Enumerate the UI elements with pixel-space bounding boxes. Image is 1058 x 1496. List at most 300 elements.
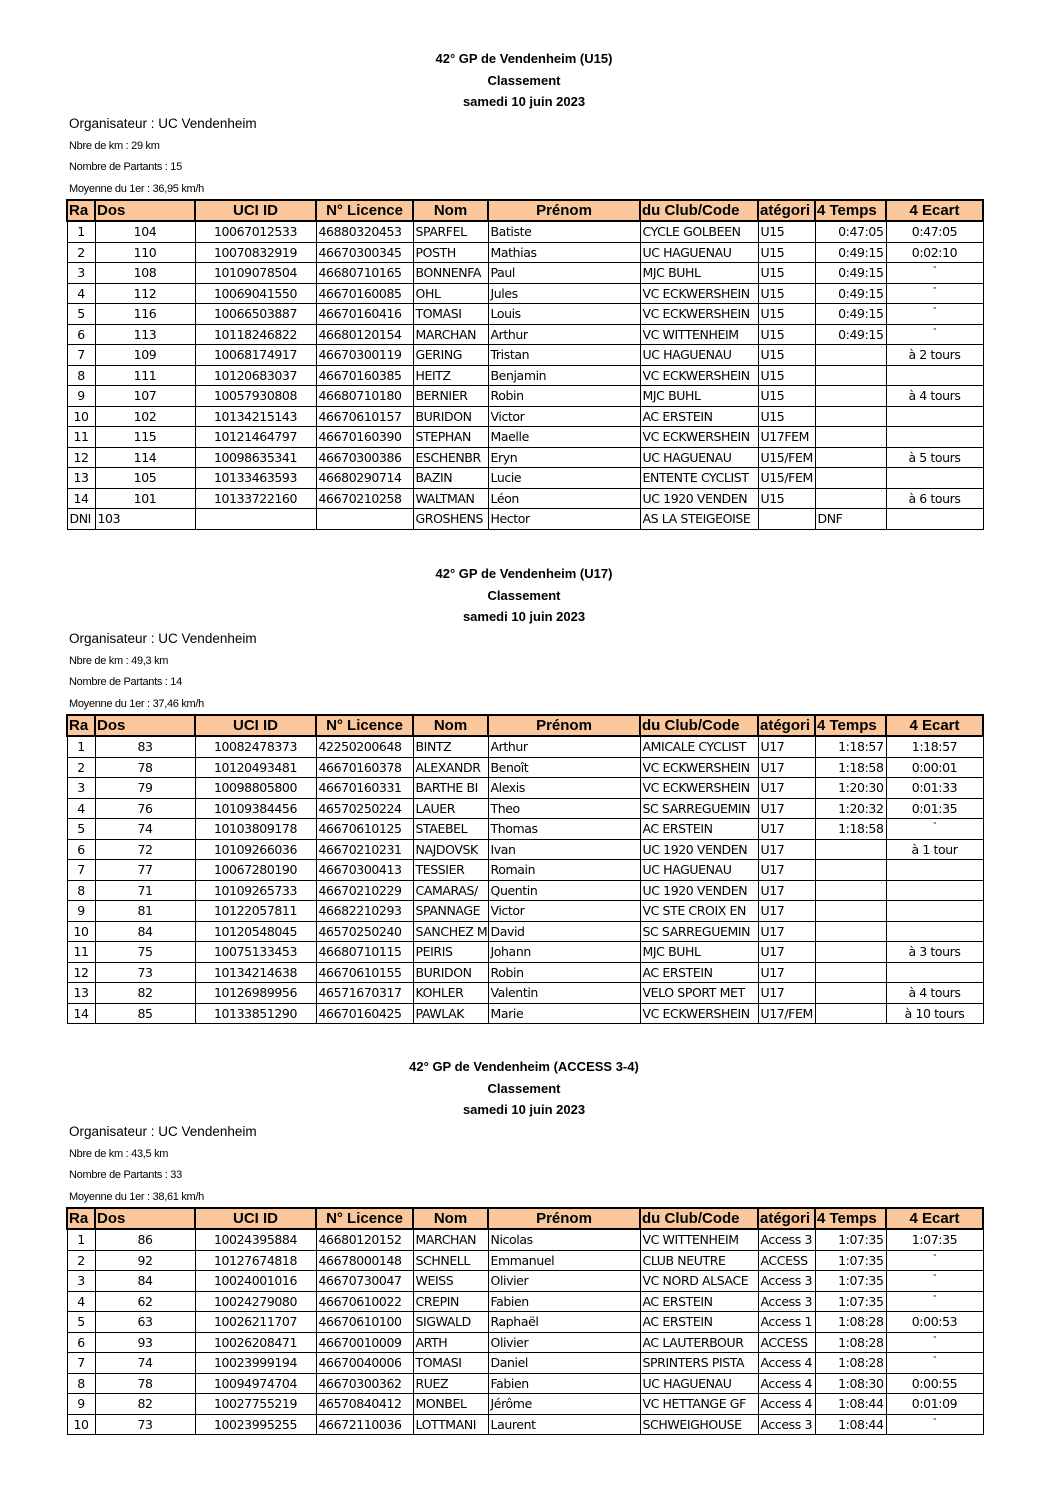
race-title: 42° GP de Vendenheim (U15) [435, 51, 613, 66]
cell-rank: 7 [67, 860, 95, 881]
cell-temps: 1:18:58 [815, 757, 886, 778]
cell-cat: U17 [758, 983, 815, 1004]
column-header-temps: 4 Temps [815, 715, 886, 736]
cell-ecart: 0:47:05 [886, 221, 983, 242]
cell-prenom: Olivier [488, 1332, 640, 1353]
table-row [67, 962, 983, 983]
race-section [66, 1056, 982, 1435]
table-row [67, 921, 983, 942]
cell-club: UC HAGUENAU [640, 447, 758, 468]
cell-prenom: Quentin [488, 880, 640, 901]
cell-temps [815, 983, 886, 1004]
cell-licence: 42250200648 [316, 736, 413, 757]
cell-nom: BAZIN [413, 468, 488, 489]
table-row [67, 324, 983, 345]
cell-prenom: Marie [488, 1003, 640, 1024]
cell-uci: 10098635341 [195, 447, 316, 468]
cell-nom: HEITZ [413, 365, 488, 386]
cell-club: UC 1920 VENDEN [640, 880, 758, 901]
cell-nom: POSTH [413, 242, 488, 263]
cell-ecart: 0:01:09 [886, 1394, 983, 1415]
cell-cat: ACCESS [758, 1332, 815, 1353]
cell-prenom: Eryn [488, 447, 640, 468]
column-header-nom: Nom [413, 715, 488, 736]
column-header-dos: Dos [95, 715, 195, 736]
cell-uci: 10098805800 [195, 778, 316, 799]
cell-rank: 3 [67, 263, 95, 284]
cell-club: AC ERSTEIN [640, 406, 758, 427]
classement-label: Classement [487, 587, 561, 603]
cell-temps [815, 860, 886, 881]
cell-club: SCHWEIGHOUSE [640, 1414, 758, 1435]
starters-count: Nombre de Partants : 14 [69, 676, 182, 688]
cell-cat: Access 4 [758, 1353, 815, 1374]
cell-temps: 1:07:35 [815, 1250, 886, 1271]
cell-cat: U17 [758, 819, 815, 840]
winner-average-speed: Moyenne du 1er : 37,46 km/h [69, 697, 204, 710]
cell-ecart: à 6 tours [886, 488, 983, 509]
cell-licence: 46670160416 [316, 304, 413, 325]
cell-prenom: Laurent [488, 1414, 640, 1435]
cell-temps: 0:47:05 [815, 221, 886, 242]
cell-rank: 1 [67, 221, 95, 242]
ditto-mark: '' [932, 1334, 937, 1343]
cell-licence: 46670300413 [316, 860, 413, 881]
ditto-mark: '' [932, 326, 937, 335]
cell-uci: 10024395884 [195, 1229, 316, 1250]
cell-rank: 2 [67, 757, 95, 778]
cell-nom: BERNIER [413, 386, 488, 407]
cell-prenom: Johann [488, 942, 640, 963]
column-header-club: du Club/Code [640, 200, 758, 221]
cell-prenom: Benjamin [488, 365, 640, 386]
cell-cat: U17 [758, 860, 815, 881]
cell-rank: 5 [67, 819, 95, 840]
table-row [67, 1250, 983, 1271]
table-row [67, 798, 983, 819]
cell-nom: BONNENFA [413, 263, 488, 284]
table-header-row [67, 1208, 983, 1229]
race-date: samedi 10 juin 2023 [462, 1102, 586, 1117]
cell-licence: 46571670317 [316, 983, 413, 1004]
cell-licence: 46680120154 [316, 324, 413, 345]
cell-uci: 10109384456 [195, 798, 316, 819]
cell-dos: 101 [95, 488, 195, 509]
cell-nom: STAEBEL [413, 819, 488, 840]
cell-temps [815, 365, 886, 386]
cell-club: VC ECKWERSHEIN [640, 283, 758, 304]
column-header-prenom: Prénom [488, 715, 640, 736]
table-row [67, 880, 983, 901]
cell-licence: 46670160425 [316, 1003, 413, 1024]
cell-rank: 2 [67, 1250, 95, 1271]
section-header [66, 48, 982, 113]
cell-nom: LAUER [413, 798, 488, 819]
cell-dos: 82 [95, 983, 195, 1004]
cell-nom: RUEZ [413, 1373, 488, 1394]
cell-dos: 81 [95, 901, 195, 922]
results-table [66, 1207, 984, 1435]
cell-uci: 10068174917 [195, 345, 316, 366]
cell-uci: 10023995255 [195, 1414, 316, 1435]
cell-uci: 10067280190 [195, 860, 316, 881]
cell-uci: 10120548045 [195, 921, 316, 942]
cell-nom: BARTHE BI [413, 778, 488, 799]
cell-club: UC 1920 VENDEN [640, 488, 758, 509]
cell-ecart [886, 1332, 983, 1353]
cell-dos: 85 [95, 1003, 195, 1024]
cell-ecart [886, 468, 983, 489]
column-header-ecart: 4 Ecart [886, 200, 983, 221]
cell-uci: 10026208471 [195, 1332, 316, 1353]
race-section [66, 48, 982, 530]
cell-prenom: Fabien [488, 1373, 640, 1394]
cell-uci: 10094974704 [195, 1373, 316, 1394]
cell-dos: 113 [95, 324, 195, 345]
cell-ecart: 0:01:35 [886, 798, 983, 819]
table-row [67, 263, 983, 284]
cell-temps [815, 447, 886, 468]
starters-count: Nombre de Partants : 15 [69, 161, 182, 173]
cell-rank: 9 [67, 1394, 95, 1415]
cell-club: AMICALE CYCLIST [640, 736, 758, 757]
cell-nom: TESSIER [413, 860, 488, 881]
cell-prenom: Paul [488, 263, 640, 284]
cell-licence: 46672110036 [316, 1414, 413, 1435]
cell-uci: 10121464797 [195, 427, 316, 448]
cell-temps: 1:07:35 [815, 1271, 886, 1292]
cell-ecart [886, 406, 983, 427]
cell-ecart [886, 819, 983, 840]
cell-temps [815, 880, 886, 901]
classement-label: Classement [487, 1080, 561, 1096]
cell-temps: 1:07:35 [815, 1229, 886, 1250]
cell-temps: 1:18:57 [815, 736, 886, 757]
cell-cat: Access 4 [758, 1394, 815, 1415]
cell-nom: KOHLER [413, 983, 488, 1004]
cell-cat: U15/FEM [758, 447, 815, 468]
cell-cat: Access 3 [758, 1414, 815, 1435]
cell-club: ENTENTE CYCLIST [640, 468, 758, 489]
organisateur: Organisateur : UC Vendenheim [69, 115, 257, 131]
cell-licence: 46670210258 [316, 488, 413, 509]
cell-nom: SPARFEL [413, 221, 488, 242]
table-row [67, 488, 983, 509]
cell-temps: 0:49:15 [815, 263, 886, 284]
cell-nom: OHL [413, 283, 488, 304]
cell-club: VC ECKWERSHEIN [640, 1003, 758, 1024]
cell-ecart: à 4 tours [886, 983, 983, 1004]
cell-nom: TOMASI [413, 304, 488, 325]
cell-licence: 46670160390 [316, 427, 413, 448]
column-header-rank: Ra [67, 715, 95, 736]
cell-ecart [886, 880, 983, 901]
cell-prenom: Victor [488, 406, 640, 427]
cell-ecart: 1:18:57 [886, 736, 983, 757]
cell-rank: 8 [67, 880, 95, 901]
cell-nom: NAJDOVSK [413, 839, 488, 860]
cell-nom: PAWLAK [413, 1003, 488, 1024]
column-header-uci-id: UCI ID [195, 1208, 316, 1229]
cell-club: VC WITTENHEIM [640, 324, 758, 345]
cell-cat: U15 [758, 242, 815, 263]
column-header-club: du Club/Code [640, 1208, 758, 1229]
cell-club: SC SARREGUEMIN [640, 798, 758, 819]
ditto-mark: '' [932, 1293, 937, 1302]
cell-nom: ARTH [413, 1332, 488, 1353]
section-header [66, 563, 982, 628]
cell-club: UC HAGUENAU [640, 1373, 758, 1394]
cell-prenom: Ivan [488, 839, 640, 860]
table-row [67, 365, 983, 386]
cell-nom: WEISS [413, 1271, 488, 1292]
cell-cat: U17 [758, 880, 815, 901]
cell-licence [316, 509, 413, 530]
cell-cat: Access 3 [758, 1271, 815, 1292]
cell-cat: U17/FEM [758, 1003, 815, 1024]
starters-count: Nombre de Partants : 33 [69, 1169, 182, 1181]
cell-temps: 0:49:15 [815, 304, 886, 325]
cell-cat: U17 [758, 901, 815, 922]
cell-dos: 105 [95, 468, 195, 489]
cell-club: MJC BUHL [640, 263, 758, 284]
cell-ecart: 0:00:55 [886, 1373, 983, 1394]
cell-prenom: Hector [488, 509, 640, 530]
cell-cat [758, 509, 815, 530]
cell-uci: 10120683037 [195, 365, 316, 386]
cell-uci: 10023999194 [195, 1353, 316, 1374]
cell-uci: 10133851290 [195, 1003, 316, 1024]
cell-dos: 73 [95, 962, 195, 983]
cell-dos: 63 [95, 1312, 195, 1333]
cell-ecart [886, 263, 983, 284]
table-row [67, 283, 983, 304]
cell-cat: Access 4 [758, 1373, 815, 1394]
table-row [67, 468, 983, 489]
table-row [67, 757, 983, 778]
cell-uci: 10066503887 [195, 304, 316, 325]
cell-dos: 116 [95, 304, 195, 325]
cell-cat: ACCESS [758, 1250, 815, 1271]
cell-club: AC ERSTEIN [640, 1291, 758, 1312]
table-row [67, 1353, 983, 1374]
cell-uci: 10133722160 [195, 488, 316, 509]
cell-dos: 83 [95, 736, 195, 757]
cell-prenom: Olivier [488, 1271, 640, 1292]
cell-nom: WALTMAN [413, 488, 488, 509]
table-row [67, 1229, 983, 1250]
cell-rank: 13 [67, 983, 95, 1004]
cell-cat: U17 [758, 839, 815, 860]
cell-nom: MARCHAN [413, 1229, 488, 1250]
cell-temps: 0:49:15 [815, 283, 886, 304]
table-row [67, 1373, 983, 1394]
cell-temps [815, 386, 886, 407]
cell-uci: 10024279080 [195, 1291, 316, 1312]
cell-ecart: à 10 tours [886, 1003, 983, 1024]
cell-licence: 46670040006 [316, 1353, 413, 1374]
cell-dos: 114 [95, 447, 195, 468]
cell-prenom: Lucie [488, 468, 640, 489]
cell-cat: U17 [758, 798, 815, 819]
ditto-mark: '' [932, 1416, 937, 1425]
cell-club: VC WITTENHEIM [640, 1229, 758, 1250]
cell-club: UC HAGUENAU [640, 242, 758, 263]
cell-prenom: Benoît [488, 757, 640, 778]
cell-temps: 0:49:15 [815, 324, 886, 345]
column-header-categorie: atégori [758, 715, 815, 736]
cell-licence: 46570250240 [316, 921, 413, 942]
column-header-temps: 4 Temps [815, 200, 886, 221]
cell-dos: 73 [95, 1414, 195, 1435]
cell-club: AC ERSTEIN [640, 962, 758, 983]
cell-uci: 10118246822 [195, 324, 316, 345]
table-row [67, 1394, 983, 1415]
cell-prenom: Robin [488, 386, 640, 407]
cell-cat: U15 [758, 345, 815, 366]
cell-nom: GROSHENS [413, 509, 488, 530]
cell-prenom: Jules [488, 283, 640, 304]
cell-licence: 46570250224 [316, 798, 413, 819]
cell-temps [815, 839, 886, 860]
cell-ecart [886, 1250, 983, 1271]
cell-club: CLUB NEUTRE [640, 1250, 758, 1271]
cell-prenom: Jérôme [488, 1394, 640, 1415]
cell-uci: 10122057811 [195, 901, 316, 922]
cell-uci: 10027755219 [195, 1394, 316, 1415]
cell-temps [815, 468, 886, 489]
cell-licence: 46680120152 [316, 1229, 413, 1250]
cell-licence: 46670160378 [316, 757, 413, 778]
cell-ecart: à 2 tours [886, 345, 983, 366]
winner-average-speed: Moyenne du 1er : 38,61 km/h [69, 1190, 204, 1203]
table-row [67, 736, 983, 757]
cell-cat: U15 [758, 221, 815, 242]
section-header [66, 1056, 982, 1121]
cell-rank: 3 [67, 1271, 95, 1292]
cell-rank: 9 [67, 386, 95, 407]
cell-prenom: Romain [488, 860, 640, 881]
cell-dos: 76 [95, 798, 195, 819]
cell-nom: SANCHEZ M [413, 921, 488, 942]
cell-prenom: Tristan [488, 345, 640, 366]
cell-cat: U15 [758, 263, 815, 284]
cell-temps: 1:08:28 [815, 1353, 886, 1374]
cell-licence: 46670610100 [316, 1312, 413, 1333]
cell-ecart [886, 283, 983, 304]
cell-rank: 10 [67, 406, 95, 427]
cell-temps: 1:20:30 [815, 778, 886, 799]
cell-ecart: 0:00:01 [886, 757, 983, 778]
cell-ecart [886, 1414, 983, 1435]
cell-club: UC 1920 VENDEN [640, 839, 758, 860]
distance-info: Nbre de km : 29 km [69, 139, 160, 152]
cell-dos: 112 [95, 283, 195, 304]
cell-ecart [886, 1353, 983, 1374]
cell-prenom: Maelle [488, 427, 640, 448]
cell-prenom: Valentin [488, 983, 640, 1004]
cell-licence: 46670300345 [316, 242, 413, 263]
ditto-mark: '' [932, 306, 937, 315]
cell-licence: 46670160331 [316, 778, 413, 799]
cell-club: SPRINTERS PISTA [640, 1353, 758, 1374]
cell-dos: 107 [95, 386, 195, 407]
column-header-licence: N° Licence [316, 1208, 413, 1229]
cell-club: VC STE CROIX EN [640, 901, 758, 922]
cell-prenom: Louis [488, 304, 640, 325]
cell-rank: 10 [67, 1414, 95, 1435]
cell-club: VC ECKWERSHEIN [640, 365, 758, 386]
cell-prenom: Léon [488, 488, 640, 509]
cell-nom: TOMASI [413, 1353, 488, 1374]
cell-club: VC ECKWERSHEIN [640, 757, 758, 778]
cell-nom: STEPHAN [413, 427, 488, 448]
cell-rank: 3 [67, 778, 95, 799]
cell-licence: 46680290714 [316, 468, 413, 489]
cell-cat: U17 [758, 736, 815, 757]
cell-licence: 46670160385 [316, 365, 413, 386]
cell-prenom: Raphaël [488, 1312, 640, 1333]
cell-club: VC HETTANGE GF [640, 1394, 758, 1415]
cell-ecart: 0:01:33 [886, 778, 983, 799]
cell-temps: 1:20:32 [815, 798, 886, 819]
cell-uci: 10026211707 [195, 1312, 316, 1333]
cell-uci: 10057930808 [195, 386, 316, 407]
cell-licence: 46670010009 [316, 1332, 413, 1353]
classement-label: Classement [487, 72, 561, 88]
cell-uci: 10109266036 [195, 839, 316, 860]
cell-licence: 46880320453 [316, 221, 413, 242]
cell-prenom: Robin [488, 962, 640, 983]
cell-club: MJC BUHL [640, 942, 758, 963]
cell-rank: DNI [67, 509, 95, 530]
table-row [67, 221, 983, 242]
cell-cat: U15 [758, 283, 815, 304]
cell-ecart [886, 962, 983, 983]
column-header-uci-id: UCI ID [195, 200, 316, 221]
cell-rank: 11 [67, 427, 95, 448]
table-row [67, 345, 983, 366]
cell-licence: 46670610125 [316, 819, 413, 840]
cell-nom: CAMARAS/ [413, 880, 488, 901]
cell-club: UC HAGUENAU [640, 345, 758, 366]
winner-average-speed: Moyenne du 1er : 36,95 km/h [69, 182, 204, 195]
cell-dos: 109 [95, 345, 195, 366]
cell-prenom: Theo [488, 798, 640, 819]
cell-dos: 82 [95, 1394, 195, 1415]
cell-licence: 46680710165 [316, 263, 413, 284]
cell-ecart [886, 921, 983, 942]
cell-uci: 10134214638 [195, 962, 316, 983]
table-row [67, 406, 983, 427]
cell-club: AC ERSTEIN [640, 819, 758, 840]
cell-nom: BINTZ [413, 736, 488, 757]
cell-uci: 10069041550 [195, 283, 316, 304]
cell-club: AC ERSTEIN [640, 1312, 758, 1333]
cell-nom: BURIDON [413, 962, 488, 983]
table-row [67, 983, 983, 1004]
column-header-rank: Ra [67, 200, 95, 221]
cell-licence: 46678000148 [316, 1250, 413, 1271]
cell-prenom: Arthur [488, 736, 640, 757]
cell-temps: 1:08:28 [815, 1312, 886, 1333]
table-row [67, 427, 983, 448]
cell-ecart [886, 1291, 983, 1312]
cell-uci: 10109265733 [195, 880, 316, 901]
cell-cat: U15/FEM [758, 468, 815, 489]
cell-ecart: 0:02:10 [886, 242, 983, 263]
cell-uci [195, 509, 316, 530]
